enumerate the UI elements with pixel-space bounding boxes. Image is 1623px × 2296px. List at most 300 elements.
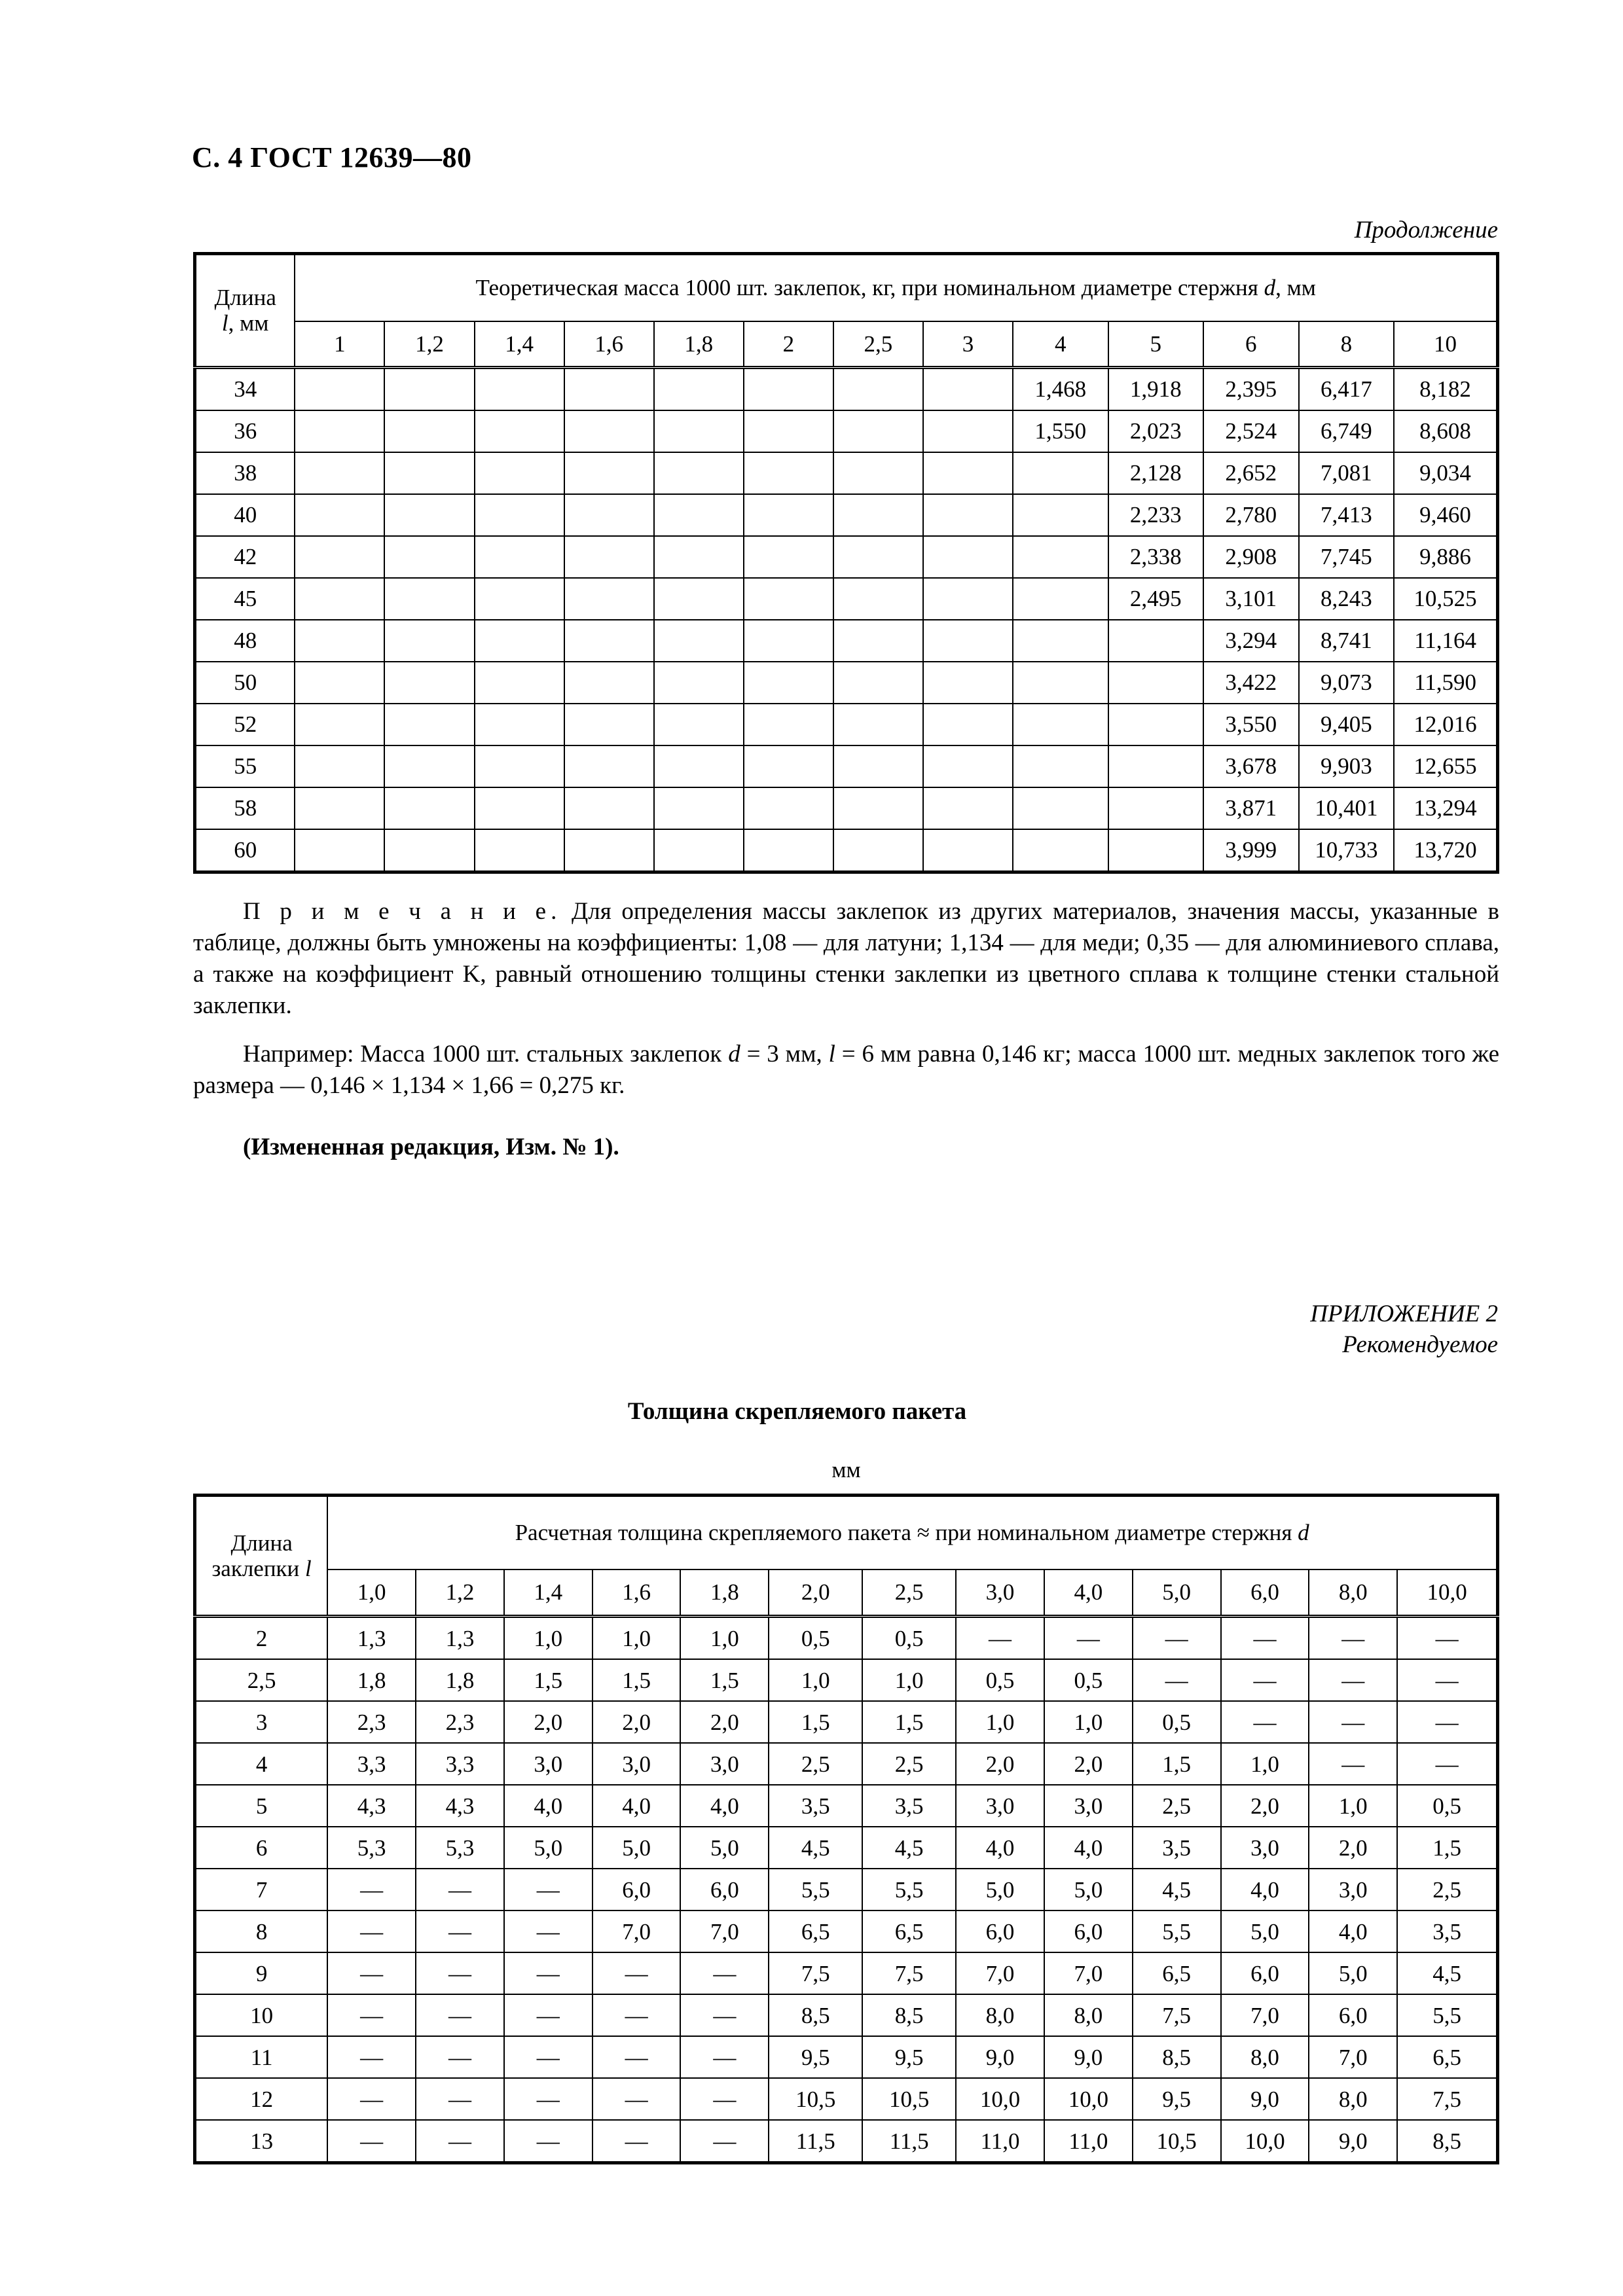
cell-value [384, 494, 474, 536]
cell-value [1108, 620, 1204, 662]
column-header-6: 2 [744, 321, 833, 367]
cell-value: — [504, 2120, 593, 2163]
cell-value [923, 410, 1013, 452]
cell-value: 1,5 [1133, 1743, 1221, 1785]
cell-value: 10,0 [956, 2078, 1044, 2120]
cell-value: — [956, 1617, 1044, 1660]
cell-value [654, 787, 744, 829]
appendix-number: ПРИЛОЖЕНИЕ 2 [1310, 1300, 1498, 1328]
column-header-9: 4 [1013, 321, 1108, 367]
cell-value: 0,5 [956, 1659, 1044, 1701]
cell-value [833, 452, 923, 494]
cell-value: 4,0 [504, 1785, 593, 1827]
cell-value: — [680, 1952, 769, 1994]
cell-value [384, 578, 474, 620]
cell-value: — [504, 2036, 593, 2078]
cell-value: 2,233 [1108, 494, 1204, 536]
cell-value: 8,741 [1299, 620, 1395, 662]
cell-value [1013, 452, 1108, 494]
row-length-value: 60 [195, 829, 295, 872]
cell-value [744, 536, 833, 578]
cell-value: 1,5 [1397, 1827, 1497, 1869]
cell-value [833, 536, 923, 578]
cell-value: — [504, 1952, 593, 1994]
cell-value: 2,0 [1044, 1743, 1133, 1785]
mass-span-symbol-d: d [1264, 275, 1276, 301]
cell-value: 5,0 [1044, 1869, 1133, 1910]
cell-value [833, 410, 923, 452]
table-row [195, 452, 1498, 494]
thickness-table-header-row-2 [195, 1570, 1498, 1617]
cell-value: 3,678 [1203, 745, 1299, 787]
table-row [195, 1743, 1498, 1785]
cell-value [1013, 662, 1108, 704]
cell-value: — [1309, 1659, 1397, 1701]
cell-value [564, 410, 654, 452]
row-length-value: 7 [195, 1869, 328, 1910]
cell-value: 9,034 [1394, 452, 1497, 494]
cell-value: — [327, 1910, 416, 1952]
cell-value: 1,8 [327, 1659, 416, 1701]
cell-value: 10,5 [769, 2078, 862, 2120]
cell-value: 10,5 [862, 2078, 956, 2120]
cell-value: 6,5 [769, 1910, 862, 1952]
cell-value: 9,073 [1299, 662, 1395, 704]
cell-value [654, 662, 744, 704]
cell-value: 3,422 [1203, 662, 1299, 704]
cell-value [654, 536, 744, 578]
cell-value [295, 494, 384, 536]
table-row [195, 745, 1498, 787]
cell-value [1013, 787, 1108, 829]
table-row [195, 1617, 1498, 1660]
cell-value: — [416, 2078, 504, 2120]
cell-value: 9,5 [769, 2036, 862, 2078]
amendment-note: (Измененная редакция, Изм. № 1). [243, 1134, 619, 1161]
appendix-kind: Рекомендуемое [1342, 1331, 1498, 1359]
cell-value: 4,5 [1397, 1952, 1497, 1994]
example-lead: Например: Масса 1000 шт. стальных заклепок [243, 1040, 729, 1067]
cell-value: 9,0 [956, 2036, 1044, 2078]
thickness-table-span-header [327, 1495, 1497, 1570]
cell-value: 9,460 [1394, 494, 1497, 536]
row-length-value: 4 [195, 1743, 328, 1785]
cell-value: 1,0 [862, 1659, 956, 1701]
cell-value [384, 787, 474, 829]
column-header-6: 2,0 [769, 1570, 862, 1617]
cell-value [564, 620, 654, 662]
cell-value: 2,495 [1108, 578, 1204, 620]
cell-value [295, 704, 384, 745]
cell-value: 1,0 [1309, 1785, 1397, 1827]
column-header-1: 1,0 [327, 1570, 416, 1617]
cell-value: 10,0 [1044, 2078, 1133, 2120]
cell-value [833, 494, 923, 536]
row-length-value: 55 [195, 745, 295, 787]
cell-value: 5,3 [416, 1827, 504, 1869]
column-header-10: 5,0 [1133, 1570, 1221, 1617]
cell-value: 5,3 [327, 1827, 416, 1869]
cell-value: 7,745 [1299, 536, 1395, 578]
cell-value: 6,417 [1299, 367, 1395, 410]
cell-value [833, 367, 923, 410]
cell-value: 1,918 [1108, 367, 1204, 410]
row-length-value: 36 [195, 410, 295, 452]
cell-value: — [680, 2120, 769, 2163]
cell-value [295, 662, 384, 704]
cell-value [384, 745, 474, 787]
cell-value: 4,3 [327, 1785, 416, 1827]
cell-value [744, 620, 833, 662]
cell-value [923, 704, 1013, 745]
thickness-table-head [195, 1495, 1498, 1617]
row-length-value: 6 [195, 1827, 328, 1869]
cell-value [295, 787, 384, 829]
row-length-value: 40 [195, 494, 295, 536]
example-mid1: = 3 мм, [740, 1040, 829, 1067]
row-length-value: 5 [195, 1785, 328, 1827]
cell-value [923, 745, 1013, 787]
note-body: Для определения массы заклепок из других материалов, значения массы, указанные в таблице, должны быть умножены на коэффициенты: 1,08 — для латуни; 1,134 — для меди; 0,35 — для алюминиевого сплава, а также на коэффициент K, равный отношению толщины стенки заклепки из цветного сплава к толщине стенки стальной заклепки. [193, 897, 1499, 1019]
cell-value: — [1309, 1743, 1397, 1785]
cell-value: 2,0 [504, 1701, 593, 1743]
cell-value: 2,652 [1203, 452, 1299, 494]
package-thickness-table [193, 1494, 1499, 2165]
mass-stub-symbol: l [221, 310, 228, 336]
cell-value: 11,5 [769, 2120, 862, 2163]
thickness-span-text: Расчетная толщина скрепляемого пакета ≈ при номинальном диаметре стержня [515, 1520, 1298, 1546]
cell-value: — [593, 2120, 681, 2163]
cell-value: 8,0 [1044, 1994, 1133, 2036]
cell-value [923, 662, 1013, 704]
column-header-1: 1 [295, 321, 384, 367]
column-header-4: 1,6 [593, 1570, 681, 1617]
cell-value [1108, 704, 1204, 745]
cell-value: 1,8 [416, 1659, 504, 1701]
cell-value [475, 452, 564, 494]
cell-value: 3,294 [1203, 620, 1299, 662]
cell-value: 4,5 [769, 1827, 862, 1869]
cell-value: 11,590 [1394, 662, 1497, 704]
cell-value [923, 829, 1013, 872]
cell-value: 6,5 [1397, 2036, 1497, 2078]
cell-value: 3,5 [862, 1785, 956, 1827]
cell-value [295, 536, 384, 578]
cell-value: — [1044, 1617, 1133, 1660]
cell-value [923, 494, 1013, 536]
cell-value [833, 620, 923, 662]
table-row [195, 410, 1498, 452]
cell-value: — [416, 1994, 504, 2036]
mass-table [193, 252, 1499, 874]
cell-value: 8,5 [1133, 2036, 1221, 2078]
table-row [195, 1910, 1498, 1952]
cell-value [744, 829, 833, 872]
cell-value [833, 662, 923, 704]
thickness-table-header-row-1 [195, 1495, 1498, 1570]
cell-value: 9,0 [1044, 2036, 1133, 2078]
cell-value: 7,0 [1221, 1994, 1309, 2036]
cell-value [744, 745, 833, 787]
cell-value: 6,0 [956, 1910, 1044, 1952]
table-row [195, 1785, 1498, 1827]
column-header-2: 1,2 [384, 321, 474, 367]
cell-value: 4,3 [416, 1785, 504, 1827]
cell-value [475, 536, 564, 578]
cell-value: 8,0 [956, 1994, 1044, 2036]
row-length-value: 13 [195, 2120, 328, 2163]
cell-value: 1,3 [416, 1617, 504, 1660]
cell-value: 7,0 [593, 1910, 681, 1952]
cell-value [475, 367, 564, 410]
cell-value [295, 578, 384, 620]
cell-value: 1,0 [1044, 1701, 1133, 1743]
cell-value: 3,3 [416, 1743, 504, 1785]
cell-value: — [593, 1994, 681, 2036]
cell-value: 9,903 [1299, 745, 1395, 787]
cell-value: 12,655 [1394, 745, 1497, 787]
cell-value: 3,999 [1203, 829, 1299, 872]
cell-value: — [327, 1952, 416, 1994]
cell-value: 3,5 [1133, 1827, 1221, 1869]
cell-value: 10,525 [1394, 578, 1497, 620]
cell-value [654, 578, 744, 620]
thickness-table-body [195, 1617, 1498, 2163]
cell-value: — [1309, 1701, 1397, 1743]
cell-value: 3,0 [956, 1785, 1044, 1827]
cell-value: — [1133, 1659, 1221, 1701]
cell-value [654, 494, 744, 536]
cell-value [384, 452, 474, 494]
cell-value [295, 620, 384, 662]
mass-span-text-pre: Теоретическая масса 1000 шт. заклепок, кг, при номинальном диаметре стержня [475, 275, 1264, 301]
cell-value: — [1397, 1659, 1497, 1701]
column-header-13: 10 [1394, 321, 1497, 367]
cell-value [475, 704, 564, 745]
cell-value [923, 452, 1013, 494]
cell-value: — [416, 2036, 504, 2078]
mass-table-head [195, 254, 1498, 368]
cell-value [295, 367, 384, 410]
mass-table-stub-header [195, 254, 295, 368]
cell-value: 9,5 [1133, 2078, 1221, 2120]
continuation-label: Продолжение [1354, 217, 1498, 243]
cell-value: 2,0 [1309, 1827, 1397, 1869]
example-paragraph [193, 1039, 1499, 1102]
cell-value: 2,0 [680, 1701, 769, 1743]
cell-value: 8,5 [1397, 2120, 1497, 2163]
cell-value: — [593, 2078, 681, 2120]
cell-value: 3,101 [1203, 578, 1299, 620]
thickness-span-symbol-d: d [1298, 1520, 1309, 1546]
cell-value: 5,0 [1309, 1952, 1397, 1994]
cell-value: 11,164 [1394, 620, 1497, 662]
cell-value [384, 662, 474, 704]
column-header-8: 3 [923, 321, 1013, 367]
mass-span-text-post: , мм [1275, 275, 1316, 301]
column-header-2: 1,2 [416, 1570, 504, 1617]
cell-value [654, 452, 744, 494]
cell-value: 13,294 [1394, 787, 1497, 829]
cell-value: 7,0 [680, 1910, 769, 1952]
cell-value [654, 620, 744, 662]
cell-value: — [504, 1910, 593, 1952]
cell-value: 7,0 [956, 1952, 1044, 1994]
cell-value: 3,3 [327, 1743, 416, 1785]
cell-value: — [680, 1994, 769, 2036]
cell-value: 11,0 [1044, 2120, 1133, 2163]
cell-value: 10,401 [1299, 787, 1395, 829]
mass-stub-line1: Длина [214, 285, 276, 311]
row-length-value: 3 [195, 1701, 328, 1743]
cell-value [1013, 536, 1108, 578]
cell-value: 2,908 [1203, 536, 1299, 578]
row-length-value: 48 [195, 620, 295, 662]
table-row [195, 2036, 1498, 2078]
cell-value: — [680, 2036, 769, 2078]
cell-value: — [416, 1952, 504, 1994]
cell-value [744, 704, 833, 745]
cell-value [923, 536, 1013, 578]
cell-value: 3,0 [1309, 1869, 1397, 1910]
table-row [195, 829, 1498, 872]
cell-value [475, 787, 564, 829]
cell-value: 6,749 [1299, 410, 1395, 452]
cell-value: 6,5 [862, 1910, 956, 1952]
cell-value: — [327, 2120, 416, 2163]
row-length-value: 2,5 [195, 1659, 328, 1701]
cell-value: 4,0 [1044, 1827, 1133, 1869]
cell-value: 7,413 [1299, 494, 1395, 536]
thickness-stub-line2: заклепки [211, 1556, 306, 1582]
section-title: Толщина скрепляемого пакета [627, 1397, 967, 1425]
cell-value [295, 452, 384, 494]
appendix-block [193, 1299, 1499, 1361]
cell-value [475, 829, 564, 872]
cell-value: 5,5 [769, 1869, 862, 1910]
row-length-value: 38 [195, 452, 295, 494]
row-length-value: 11 [195, 2036, 328, 2078]
table-row [195, 578, 1498, 620]
cell-value: 7,081 [1299, 452, 1395, 494]
cell-value: 0,5 [1044, 1659, 1133, 1701]
cell-value [384, 367, 474, 410]
cell-value: 13,720 [1394, 829, 1497, 872]
table-row [195, 662, 1498, 704]
cell-value: 2,5 [1133, 1785, 1221, 1827]
example-symbol-l: l [828, 1040, 835, 1067]
cell-value: 2,5 [769, 1743, 862, 1785]
cell-value: 4,0 [1309, 1910, 1397, 1952]
cell-value [384, 536, 474, 578]
page-content [193, 0, 1499, 2164]
cell-value: 9,5 [862, 2036, 956, 2078]
cell-value: — [416, 2120, 504, 2163]
table-row [195, 2078, 1498, 2120]
cell-value [1013, 704, 1108, 745]
cell-value: — [504, 1869, 593, 1910]
cell-value: — [1397, 1701, 1497, 1743]
cell-value: 8,243 [1299, 578, 1395, 620]
cell-value: 8,5 [769, 1994, 862, 2036]
cell-value: 2,395 [1203, 367, 1299, 410]
cell-value: — [680, 2078, 769, 2120]
mass-table-header-row-1 [195, 254, 1498, 322]
cell-value: — [416, 1869, 504, 1910]
cell-value: 6,0 [1044, 1910, 1133, 1952]
cell-value: 7,5 [769, 1952, 862, 1994]
cell-value: 2,338 [1108, 536, 1204, 578]
cell-value [923, 787, 1013, 829]
column-header-5: 1,8 [654, 321, 744, 367]
unit-label: мм [831, 1456, 861, 1482]
row-length-value: 10 [195, 1994, 328, 2036]
table-row [195, 620, 1498, 662]
cell-value: 6,0 [593, 1869, 681, 1910]
example-symbol-d: d [728, 1040, 740, 1067]
cell-value [923, 578, 1013, 620]
mass-table-span-header [295, 254, 1497, 322]
cell-value: 1,0 [593, 1617, 681, 1660]
cell-value [564, 452, 654, 494]
cell-value [744, 494, 833, 536]
table-row [195, 536, 1498, 578]
cell-value [654, 367, 744, 410]
cell-value: — [1133, 1617, 1221, 1660]
cell-value: 2,023 [1108, 410, 1204, 452]
column-header-5: 1,8 [680, 1570, 769, 1617]
cell-value [564, 662, 654, 704]
cell-value: 2,3 [327, 1701, 416, 1743]
row-length-value: 50 [195, 662, 295, 704]
cell-value [564, 536, 654, 578]
row-length-value: 58 [195, 787, 295, 829]
cell-value [475, 745, 564, 787]
cell-value: 9,886 [1394, 536, 1497, 578]
cell-value: 5,0 [680, 1827, 769, 1869]
column-header-7: 2,5 [862, 1570, 956, 1617]
cell-value: 1,468 [1013, 367, 1108, 410]
table-row [195, 787, 1498, 829]
cell-value [384, 410, 474, 452]
cell-value: 1,5 [593, 1659, 681, 1701]
cell-value: 7,5 [862, 1952, 956, 1994]
cell-value [1013, 578, 1108, 620]
table-row [195, 494, 1498, 536]
cell-value: 8,182 [1394, 367, 1497, 410]
row-length-value: 52 [195, 704, 295, 745]
mass-table-body [195, 367, 1498, 872]
cell-value: — [1309, 1617, 1397, 1660]
cell-value: 1,550 [1013, 410, 1108, 452]
note-label: П р и м е ч а н и е. [243, 897, 562, 925]
table-row [195, 1869, 1498, 1910]
row-length-value: 2 [195, 1617, 328, 1660]
cell-value: 3,0 [1221, 1827, 1309, 1869]
cell-value: — [327, 2078, 416, 2120]
table-row [195, 2120, 1498, 2163]
cell-value [833, 578, 923, 620]
cell-value: 1,0 [504, 1617, 593, 1660]
cell-value [475, 662, 564, 704]
cell-value [654, 410, 744, 452]
cell-value: 8,0 [1221, 2036, 1309, 2078]
row-length-value: 42 [195, 536, 295, 578]
cell-value: 2,5 [1397, 1869, 1497, 1910]
cell-value: 3,5 [1397, 1910, 1497, 1952]
cell-value: 9,0 [1221, 2078, 1309, 2120]
column-header-7: 2,5 [833, 321, 923, 367]
